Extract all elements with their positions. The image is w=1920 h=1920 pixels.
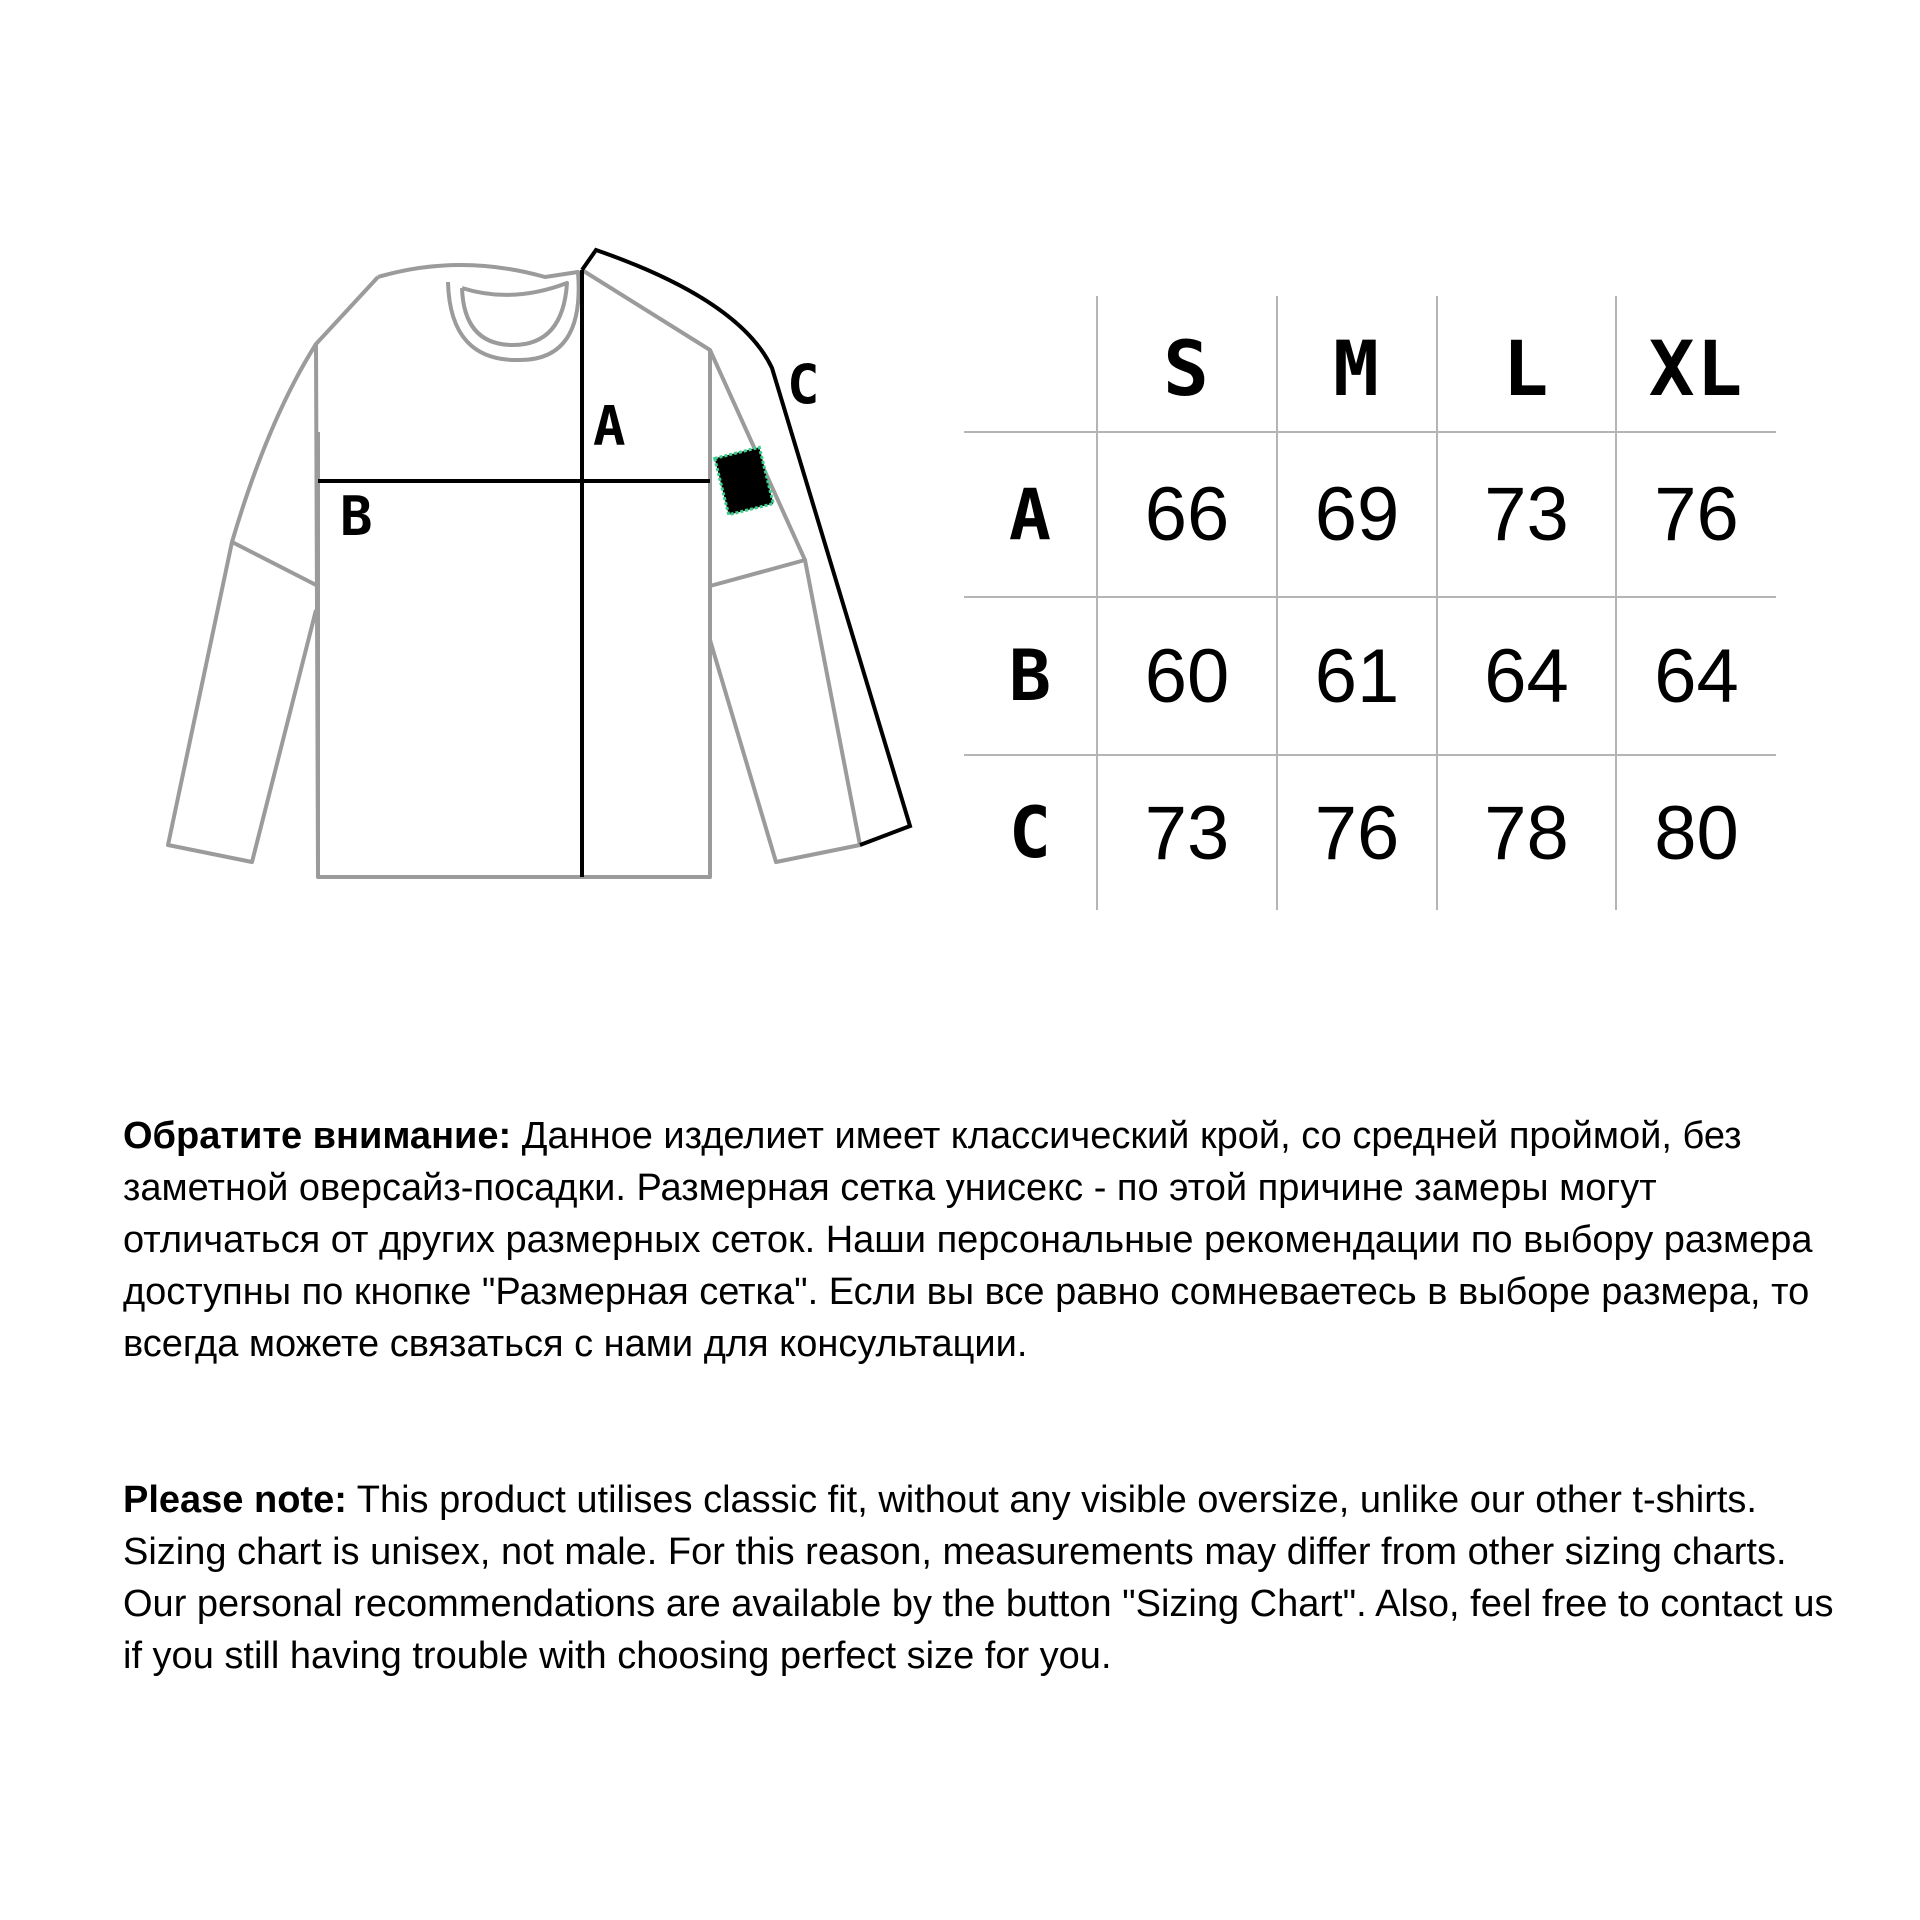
note-russian-lead: Обратите внимание: (123, 1115, 512, 1157)
note-english (123, 1474, 1843, 1682)
cell-c-s: 73 (1097, 755, 1277, 910)
garment-diagram (160, 240, 920, 890)
note-russian-body: Данное изделиет имеет классический крой, со средней проймой, без заметной оверсайз-посадки. Размерная сетка унисекс - по этой причине замеры могут отличаться от других размерных сеток. Наши персональные рекомендации по выбору размера доступны по кнопке "Размерная сетка". Если вы все равно сомневаетесь в выборе размера, то всегда можете связаться с нами для консультации. (123, 1115, 1813, 1365)
note-russian (123, 1110, 1843, 1370)
cell-c-l: 78 (1437, 755, 1616, 910)
measurement-row-a (964, 432, 1776, 597)
diagram-label-b: B (340, 485, 373, 548)
table-corner-cell (964, 296, 1097, 432)
size-header-s: S (1097, 296, 1277, 432)
size-header-row (964, 296, 1776, 432)
sleeve-patch (715, 447, 774, 514)
size-table (964, 296, 1776, 910)
row-label-c: C (964, 755, 1097, 910)
note-english-lead: Please note: (123, 1479, 347, 1521)
size-header-m: M (1277, 296, 1437, 432)
measurement-row-c (964, 755, 1776, 910)
cell-a-l: 73 (1437, 432, 1616, 597)
size-header-l: L (1437, 296, 1616, 432)
row-label-a: A (964, 432, 1097, 597)
collar-inner-outline (462, 283, 567, 345)
cell-b-m: 61 (1277, 597, 1437, 755)
size-header-xl: XL (1616, 296, 1776, 432)
row-label-b: B (964, 597, 1097, 755)
cell-b-l: 64 (1437, 597, 1616, 755)
left-long-sleeve-outline (168, 542, 316, 862)
right-long-sleeve-outline (710, 560, 860, 862)
cell-b-xl: 64 (1616, 597, 1776, 755)
cell-c-m: 76 (1277, 755, 1437, 910)
cell-c-xl: 80 (1616, 755, 1776, 910)
diagram-label-c: C (787, 353, 820, 416)
collar-outline (378, 265, 579, 360)
diagram-label-a: A (593, 395, 626, 458)
note-english-body: This product utilises classic fit, without any visible oversize, unlike our other t-shirts. Sizing chart is unisex, not male. For this reason, measurements may differ from other sizing charts. Our personal recommendations are available by the button "Sizing Chart". Also, feel free to contact us if you still having trouble with choosing perfect size for you. (123, 1479, 1834, 1677)
cell-a-s: 66 (1097, 432, 1277, 597)
measurement-row-b (964, 597, 1776, 755)
left-sleeve-outline (232, 344, 318, 586)
cell-a-m: 69 (1277, 432, 1437, 597)
cell-a-xl: 76 (1616, 432, 1776, 597)
cell-b-s: 60 (1097, 597, 1277, 755)
